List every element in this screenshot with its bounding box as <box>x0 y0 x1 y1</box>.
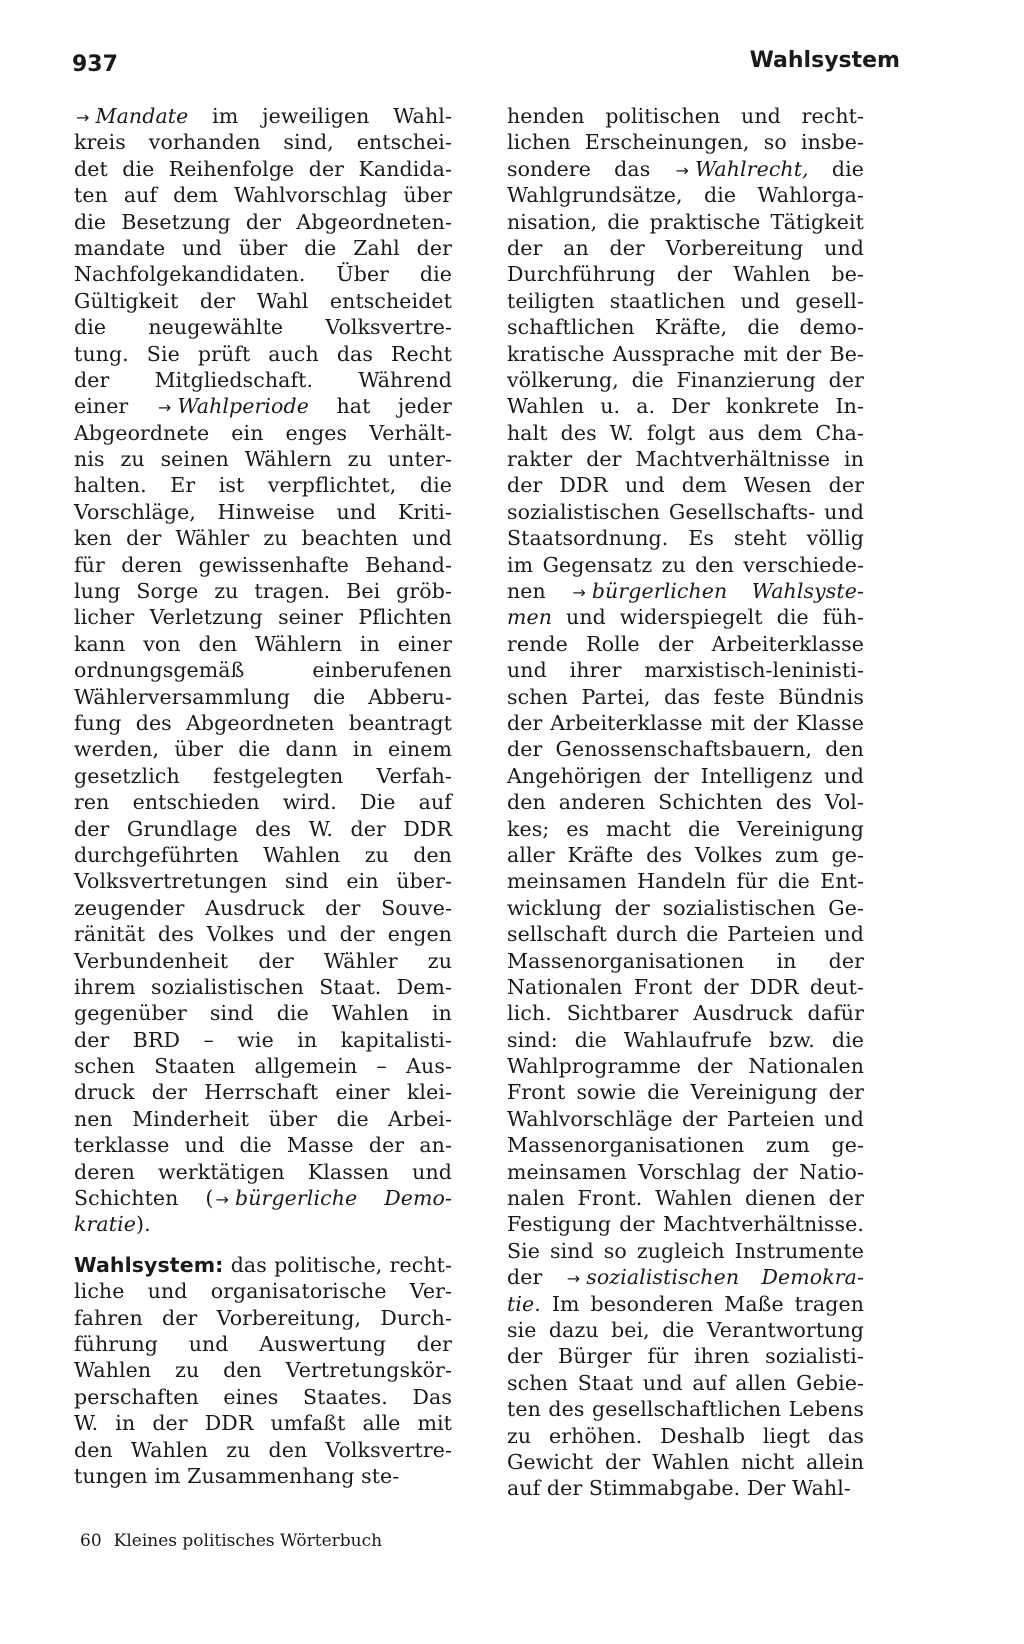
text-run: halt des W. folgt aus dem Cha- <box>507 420 864 445</box>
text-line <box>74 156 452 182</box>
text-run: tungen im Zusammenhang ste- <box>74 1463 400 1488</box>
left-text-column <box>74 103 452 1489</box>
text-line <box>74 1211 452 1237</box>
text-run: henden politischen und recht- <box>507 104 864 128</box>
text-run: ). <box>135 1212 151 1237</box>
text-run: sozialistischen Gesellschafts- und <box>507 499 864 524</box>
text-line <box>507 499 864 525</box>
text-line <box>74 1106 452 1132</box>
text-line <box>74 1357 452 1383</box>
text-run: kes; es macht die Vereinigung <box>507 816 864 841</box>
text-line <box>74 1132 452 1158</box>
text-run: liche und organisatorische Ver- <box>74 1279 452 1304</box>
text-run: Wahlgrundsätze, die Wahlorga- <box>507 183 864 208</box>
text-run: der Bürger für ihren sozialisti- <box>507 1344 864 1369</box>
text-line <box>507 1132 864 1158</box>
text-line <box>74 1331 452 1357</box>
footer-page-number: 60 <box>80 1531 102 1551</box>
footer-book-title: Kleines politisches Wörterbuch <box>113 1531 383 1551</box>
text-run: perschaften eines Staates. Das <box>74 1384 452 1409</box>
text-line <box>74 710 452 736</box>
text-line <box>74 789 452 815</box>
text-line <box>507 446 864 472</box>
text-run: hat jeder <box>308 394 452 419</box>
text-line <box>507 736 864 762</box>
text-line <box>74 1384 452 1410</box>
text-line <box>74 1437 452 1463</box>
text-run: gegenüber sind die Wahlen in <box>74 1001 452 1026</box>
text-run: mandate und über die Zahl der <box>74 235 452 260</box>
cross-reference-arrow-icon: → <box>157 398 172 418</box>
text-run: Schichten ( <box>74 1186 214 1211</box>
text-line <box>74 895 452 921</box>
text-line <box>507 1027 864 1053</box>
text-line <box>507 182 864 208</box>
text-line <box>507 710 864 736</box>
text-run: werden, über die dann in einem <box>74 737 452 762</box>
text-line <box>507 393 864 419</box>
text-line <box>507 842 864 868</box>
text-line <box>74 948 452 974</box>
page-footer <box>80 1531 382 1551</box>
text-run: Sie sind so zugleich Instrumente <box>507 1238 864 1263</box>
text-run: sondere das <box>507 156 674 181</box>
text-line <box>507 868 864 894</box>
text-run: ten auf dem Wahlvorschlag über <box>74 183 452 208</box>
cross-reference-term: bürgerliche Demo- <box>235 1186 452 1211</box>
text-line <box>507 156 864 182</box>
text-line <box>74 367 452 393</box>
text-run: lich. Sichtbarer Ausdruck dafür <box>507 1001 864 1026</box>
text-run: auf der Stimmabgabe. Der Wahl- <box>507 1476 851 1501</box>
text-line <box>74 1027 452 1053</box>
cross-reference-arrow-icon: → <box>675 160 690 180</box>
text-run: Wählerversammlung die Abberu- <box>74 684 452 709</box>
text-run: sind: die Wahlaufrufe bzw. die <box>507 1027 864 1052</box>
cross-reference-arrow-icon: → <box>215 1190 230 1210</box>
text-run: Im besonderen Maße tragen <box>540 1291 864 1316</box>
right-text-column <box>507 103 864 1502</box>
text-run: ken der Wähler zu beachten und <box>74 526 452 551</box>
text-run: nisation, die praktische Tätigkeit <box>507 209 864 234</box>
cross-reference-term: bürgerlichen Wahlsyste- <box>591 579 864 604</box>
text-run: W. in der DDR umfaßt alle mit <box>74 1411 452 1436</box>
text-line <box>74 393 452 419</box>
text-line <box>507 1238 864 1264</box>
text-run: rakter der Machtverhältnisse in <box>507 447 864 472</box>
page-number: 937 <box>72 52 118 77</box>
text-line <box>507 261 864 287</box>
text-run: schen Staat und auf allen Gebie- <box>507 1370 864 1395</box>
text-run: sie dazu bei, die Verantwortung <box>507 1317 864 1342</box>
text-run: der an der Vorbereitung und <box>507 235 864 260</box>
text-run: der BRD – wie in kapitalisti- <box>74 1027 452 1052</box>
cross-reference-arrow-icon: → <box>76 108 90 127</box>
text-run: Wahlen u. a. Der konkrete In- <box>507 394 864 419</box>
text-run: der <box>507 1265 565 1290</box>
text-line <box>507 684 864 710</box>
text-line <box>74 1079 452 1105</box>
text-line <box>74 1305 452 1331</box>
text-line <box>74 974 452 1000</box>
text-run: rende Rolle der Arbeiterklasse <box>507 631 864 656</box>
text-run: nen Minderheit über die Arbei- <box>74 1106 452 1131</box>
text-run: ten des gesellschaftlichen Lebens <box>507 1397 864 1422</box>
text-run: Massenorganisationen in der <box>507 948 864 973</box>
text-line <box>507 604 864 630</box>
text-line <box>507 209 864 235</box>
text-line <box>74 1185 452 1211</box>
text-run: Staatsordnung. Es steht völlig <box>507 526 864 551</box>
text-run: kann von den Wählern in einer <box>74 631 452 656</box>
text-line <box>507 472 864 498</box>
text-run: im jeweiligen Wahl- <box>188 104 452 128</box>
text-line <box>507 1264 864 1290</box>
text-line <box>507 1053 864 1079</box>
text-line <box>507 235 864 261</box>
text-line <box>507 314 864 340</box>
text-line <box>507 631 864 657</box>
text-run: zu erhöhen. Deshalb liegt das <box>507 1423 864 1448</box>
text-line <box>507 341 864 367</box>
text-run: tung. Sie prüft auch das Recht <box>74 341 452 366</box>
text-run: der Mitgliedschaft. Während <box>74 367 452 392</box>
text-run: schen Staaten allgemein – Aus- <box>74 1054 452 1079</box>
text-run: und widerspiegelt die füh- <box>552 605 864 630</box>
text-line <box>507 948 864 974</box>
text-run: kratische Aussprache mit der Be- <box>507 341 864 366</box>
text-line <box>507 974 864 1000</box>
text-run: fahren der Vorbereitung, Durch- <box>74 1305 452 1330</box>
text-run: ordnungsgemäß einberufenen <box>74 658 452 683</box>
text-line <box>74 1159 452 1185</box>
text-run: führung und Auswertung der <box>74 1331 452 1356</box>
text-run: den Wahlen zu den Volksvertre- <box>74 1437 452 1462</box>
text-run: die Besetzung der Abgeordneten- <box>74 209 452 234</box>
text-run: Volksvertretungen sind ein über- <box>74 869 452 894</box>
running-head: Wahlsystem <box>749 48 900 73</box>
text-line <box>74 604 452 630</box>
text-line <box>507 129 864 155</box>
text-run: druck der Herrschaft einer klei- <box>74 1080 452 1105</box>
text-run: zeugender Ausdruck der Souve- <box>74 895 452 920</box>
text-line <box>507 1211 864 1237</box>
text-run: det die Reihenfolge der Kandida- <box>74 156 452 181</box>
text-line <box>507 288 864 314</box>
text-line <box>507 420 864 446</box>
cross-reference-term: kratie <box>74 1212 136 1237</box>
entry-headword: Wahlsystem: <box>74 1252 224 1277</box>
cross-reference-arrow-icon: → <box>566 1269 581 1289</box>
text-run: wicklung der sozialistischen Ge- <box>507 895 864 920</box>
text-run: meinsamen Vorschlag der Natio- <box>507 1159 864 1184</box>
text-line <box>74 472 452 498</box>
text-line <box>74 341 452 367</box>
text-line <box>74 103 452 129</box>
text-line <box>74 1278 452 1304</box>
text-line <box>507 816 864 842</box>
text-run: Wahlvorschläge der Parteien und <box>507 1106 864 1131</box>
text-line <box>507 552 864 578</box>
text-run: Gültigkeit der Wahl entscheidet <box>74 288 452 313</box>
text-line <box>74 921 452 947</box>
text-run: schaftlichen Kräfte, die demo- <box>507 315 864 340</box>
text-run: der DDR und dem Wesen der <box>507 473 864 498</box>
cross-reference-term: tie. <box>507 1291 541 1316</box>
text-line <box>74 868 452 894</box>
text-run: Festigung der Machtverhältnisse. <box>507 1212 864 1237</box>
text-run: gesetzlich festgelegten Verfah- <box>74 763 452 788</box>
text-line <box>507 1106 864 1132</box>
text-line <box>74 129 452 155</box>
text-run: Verbundenheit der Wähler zu <box>74 948 452 973</box>
text-line <box>507 1423 864 1449</box>
text-line <box>74 684 452 710</box>
text-line <box>74 1410 452 1436</box>
text-run: halten. Er ist verpflichtet, die <box>74 473 452 498</box>
text-line <box>507 1396 864 1422</box>
text-run: lichen Erscheinungen, so insbe- <box>507 130 864 155</box>
text-run: aller Kräfte des Volkes zum ge- <box>507 842 864 867</box>
text-run: ränität des Volkes und der engen <box>74 922 452 947</box>
text-run: der Genossenschaftsbauern, den <box>507 737 864 762</box>
text-run: nis zu seinen Wählern zu unter- <box>74 447 452 472</box>
text-line <box>507 921 864 947</box>
text-line <box>74 736 452 762</box>
text-line <box>507 525 864 551</box>
text-run: Vorschläge, Hinweise und Kriti- <box>74 499 452 524</box>
text-run: lung Sorge zu tragen. Bei gröb- <box>74 579 452 604</box>
text-line <box>74 657 452 683</box>
text-run: für deren gewissenhafte Behand- <box>74 552 452 577</box>
text-run: kreis vorhanden sind, entschei- <box>74 130 452 155</box>
text-run: ren entschieden wird. Die auf <box>74 790 452 815</box>
text-run: Durchführung der Wahlen be- <box>507 262 864 287</box>
text-line <box>507 1291 864 1317</box>
cross-reference-term: Mandate <box>95 104 189 128</box>
text-run: fung des Abgeordneten beantragt <box>74 710 452 735</box>
text-run: sellschaft durch die Parteien und <box>507 922 864 947</box>
text-run: die neugewählte Volksvertre- <box>74 315 452 340</box>
text-run: völkerung, die Finanzierung der <box>507 367 864 392</box>
text-run: durchgeführten Wahlen zu den <box>74 842 452 867</box>
text-run: Front sowie die Vereinigung der <box>507 1080 864 1105</box>
text-line <box>74 261 452 287</box>
text-run: Angehörigen der Intelligenz und <box>507 763 864 788</box>
text-run: im Gegensatz zu den verschiede- <box>507 552 864 577</box>
text-run: der Arbeiterklasse mit der Klasse <box>507 710 864 735</box>
cross-reference-term: sozialistischen Demokra- <box>586 1265 864 1290</box>
text-run: die <box>808 156 864 181</box>
text-line <box>74 209 452 235</box>
cross-reference-arrow-icon: → <box>572 583 586 603</box>
text-run: einer <box>74 394 156 419</box>
text-line <box>74 1000 452 1026</box>
text-line <box>74 499 452 525</box>
text-run: Abgeordnete ein enges Verhält- <box>74 420 452 445</box>
text-run: Gewicht der Wahlen nicht allein <box>507 1449 864 1474</box>
text-run: Massenorganisationen zum ge- <box>507 1133 864 1158</box>
text-run: teiligten staatlichen und gesell- <box>507 288 864 313</box>
text-line <box>74 182 452 208</box>
text-line <box>507 1185 864 1211</box>
text-line <box>74 842 452 868</box>
text-run: nalen Front. Wahlen dienen der <box>507 1186 864 1211</box>
text-line <box>507 1159 864 1185</box>
text-line <box>74 631 452 657</box>
text-line <box>507 789 864 815</box>
text-run: terklasse und die Masse der an- <box>74 1133 452 1158</box>
text-run: Wahlen zu den Vertretungskör- <box>74 1358 452 1383</box>
text-line <box>74 763 452 789</box>
text-line <box>507 367 864 393</box>
text-line <box>507 1343 864 1369</box>
text-line <box>507 763 864 789</box>
text-line <box>74 1252 452 1278</box>
text-run: den anderen Schichten des Vol- <box>507 790 864 815</box>
text-run: der Grundlage des W. der DDR <box>74 816 452 841</box>
text-line <box>74 235 452 261</box>
cross-reference-term: men <box>507 605 553 630</box>
text-line <box>507 1370 864 1396</box>
text-line <box>507 1449 864 1475</box>
cross-reference-term: Wahlperiode <box>177 394 309 419</box>
text-line <box>74 525 452 551</box>
text-run: meinsamen Handeln für die Ent- <box>507 869 864 894</box>
text-line <box>507 103 864 129</box>
text-run: deren werktätigen Klassen und <box>74 1159 452 1184</box>
text-line <box>74 314 452 340</box>
text-line <box>507 1079 864 1105</box>
text-line <box>74 1463 452 1489</box>
text-line <box>507 895 864 921</box>
text-run: Wahlprogramme der Nationalen <box>507 1054 864 1079</box>
text-run: schen Partei, das feste Bündnis <box>507 684 864 709</box>
text-line <box>507 1000 864 1026</box>
text-line <box>74 446 452 472</box>
text-line <box>507 1475 864 1501</box>
text-line <box>507 578 864 604</box>
text-run: das politische, recht- <box>223 1252 452 1277</box>
text-line <box>74 288 452 314</box>
text-line <box>507 657 864 683</box>
text-line <box>74 420 452 446</box>
text-run: Nationalen Front der DDR deut- <box>507 974 864 999</box>
text-run: nen <box>507 579 571 604</box>
text-run: und ihrer marxistisch-leninisti- <box>507 658 864 683</box>
text-line <box>74 816 452 842</box>
text-line <box>507 1317 864 1343</box>
text-line <box>74 578 452 604</box>
text-run: Nachfolgekandidaten. Über die <box>74 262 452 287</box>
text-run: ihrem sozialistischen Staat. Dem- <box>74 974 452 999</box>
text-line <box>74 552 452 578</box>
text-line <box>74 1053 452 1079</box>
cross-reference-term: Wahlrecht, <box>695 156 809 181</box>
text-run: licher Verletzung seiner Pflichten <box>74 605 452 630</box>
